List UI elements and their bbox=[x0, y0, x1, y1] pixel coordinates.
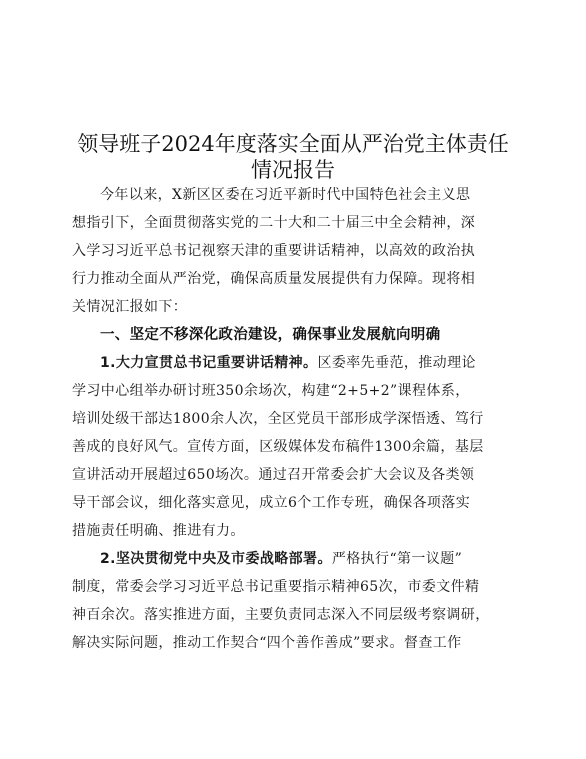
item1-line: 善成的良好风气。宣传方面，区级媒体发布稿件1300余篇，基层 bbox=[72, 439, 484, 455]
section-heading: 一、坚定不移深化政治建设，确保事业发展航向明确 bbox=[100, 327, 441, 343]
item1-line: 宣讲活动开展超过650场次。通过召开常委会扩大会议及各类领 bbox=[72, 467, 475, 483]
item1-line: 培训处级干部达1800余人次，全区党员干部形成学深悟透、笃行 bbox=[72, 411, 484, 427]
item2-line: 制度，常委会学习习近平总书记重要指示精神65次，市委文件精 bbox=[72, 579, 480, 595]
intro-line: 关情况汇报如下： bbox=[72, 299, 188, 315]
item2-text: 严格执行“第一议题” bbox=[331, 551, 463, 567]
intro-line: 想指引下，全面贯彻落实党的二十大和二十届三中全会精神，深 bbox=[72, 215, 476, 231]
document-title-line2: 情况报告 bbox=[251, 158, 335, 182]
item2-line: 解决实际问题，推动工作契合“四个善作善成”要求。督查工作 bbox=[72, 635, 462, 651]
item1-first-line bbox=[100, 353, 518, 373]
item2-line: 神百余次。落实推进方面，主要负责同志深入不同层级考察调研， bbox=[72, 607, 490, 623]
item1-line: 导干部会议，细化落实意见，成立6个工作专班，确保各项落实 bbox=[72, 495, 471, 511]
item1-text: 区委率先垂范，推动理论 bbox=[317, 355, 476, 371]
item1-heading: 1.大力宣贯总书记重要讲话精神。 bbox=[100, 355, 318, 371]
item2-heading: 2.坚决贯彻党中央及市委战略部署。 bbox=[100, 551, 332, 567]
item1-line: 措施责任明确、推进有力。 bbox=[72, 523, 245, 539]
intro-line: 入学习习近平总书记视察天津的重要讲话精神，以高效的政治执 bbox=[72, 243, 476, 259]
document-title-line1: 领导班子2024年度落实全面从严治党主体责任 bbox=[77, 132, 509, 156]
intro-line: 行力推动全面从严治党，确保高质量发展提供有力保障。现将相 bbox=[72, 271, 476, 287]
item1-line: 学习中心组举办研讨班350余场次，构建“2+5+2”课程体系， bbox=[72, 383, 470, 399]
item2-first-line bbox=[100, 549, 518, 569]
intro-line: 今年以来，X新区区委在习近平新时代中国特色社会主义思 bbox=[100, 187, 471, 203]
